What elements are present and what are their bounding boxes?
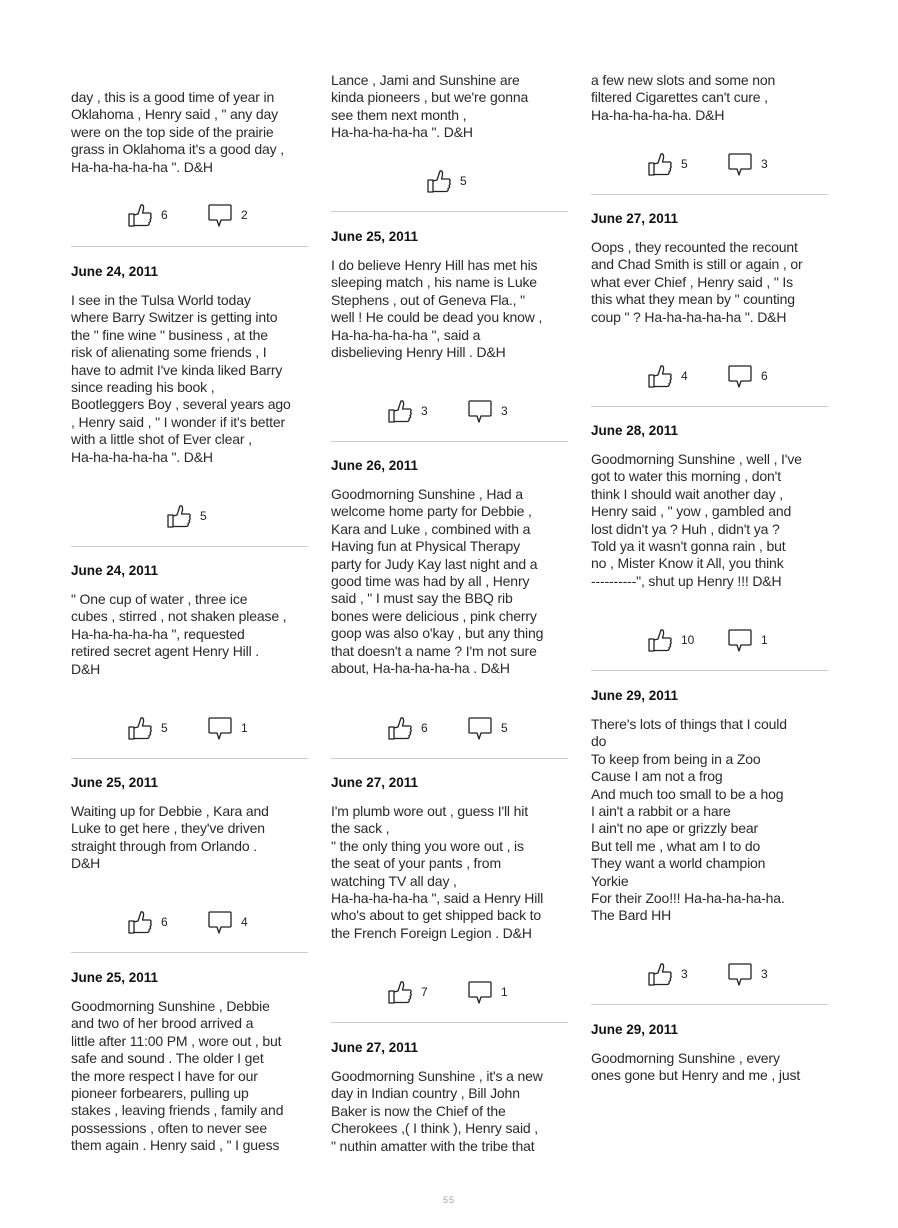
like-count: 3 (681, 967, 688, 981)
thumbs-up-icon (647, 151, 673, 177)
post-reactions (426, 168, 467, 194)
comment-count: 2 (241, 208, 248, 222)
divider (71, 952, 308, 953)
post-date: June 27, 2011 (591, 211, 679, 226)
speech-bubble-icon (207, 909, 233, 935)
speech-bubble-icon (727, 627, 753, 653)
post-reactions (127, 715, 248, 741)
like-count: 6 (161, 208, 168, 222)
post-text: There's lots of things that I could do To keep from being in a Zoo Cause I am not a frog And much too small to be a hog I ain't a rabbit or a hare I ain't no ape or grizzly bear But tell me , what am I to do They want a world champion Yorkie For their Zoo!!! Ha-ha-ha-ha-ha. The Bard HH (591, 716, 787, 924)
like-button[interactable] (127, 202, 207, 228)
thumbs-up-icon (387, 398, 413, 424)
comment-count: 3 (761, 967, 768, 981)
post-reactions (647, 151, 768, 177)
post-reactions (387, 979, 508, 1005)
like-button[interactable] (127, 715, 207, 741)
post-text: Goodmorning Sunshine , every ones gone but Henry and me , just (591, 1050, 801, 1084)
post-text: I do believe Henry Hill has met his sleeping match , his name is Luke Stephens , out of Geneva Fla., " well ! He could be dead you know , Ha-ha-ha-ha-ha ", said a disbelieving Henry Hill . D&H (331, 257, 543, 361)
speech-bubble-icon (207, 715, 233, 741)
post-text: Goodmorning Sunshine , Debbie and two of her brood arrived a little after 11:00 PM , wore out , but safe and sound . The older I get the more respect I have for our pioneer forbearers, pulling up stakes , leaving friends , family and possessions , often to never see them again . Henry said , " I guess (71, 998, 284, 1154)
like-button[interactable] (166, 503, 207, 529)
like-count: 4 (681, 369, 688, 383)
comment-count: 1 (761, 633, 768, 647)
comment-button[interactable] (727, 627, 768, 653)
like-button[interactable] (647, 363, 727, 389)
comment-button[interactable] (207, 202, 248, 228)
post-reactions (387, 715, 508, 741)
like-count: 5 (460, 174, 467, 188)
divider (591, 670, 828, 671)
divider (331, 441, 568, 442)
post-reactions (127, 202, 248, 228)
like-count: 10 (681, 633, 695, 647)
like-count: 7 (421, 985, 428, 999)
comment-count: 3 (761, 157, 768, 171)
thumbs-up-icon (426, 168, 452, 194)
like-count: 3 (421, 404, 428, 418)
post-reactions (647, 961, 768, 987)
post-text: Oops , they recounted the recount and Chad Smith is still or again , or what ever Chief , Henry said , " Is this what they mean by " counting coup " ? Ha-ha-ha-ha-ha ". D&H (591, 239, 803, 325)
post-text: a few new slots and some non filtered Cigarettes can't cure , Ha-ha-ha-ha-ha. D&H (591, 72, 776, 123)
thumbs-up-icon (647, 363, 673, 389)
divider (331, 758, 568, 759)
thumbs-up-icon (127, 715, 153, 741)
speech-bubble-icon (207, 202, 233, 228)
divider (71, 546, 308, 547)
comment-count: 1 (241, 721, 248, 735)
speech-bubble-icon (467, 979, 493, 1005)
post-date: June 25, 2011 (71, 775, 159, 790)
post-text: Waiting up for Debbie , Kara and Luke to get here , they've driven straight through from Orlando . D&H (71, 803, 269, 872)
post-text: Goodmorning Sunshine , well , I've got to water this morning , don't think I should wait another day , Henry said , " yow , gambled and lost didn't ya ? Huh , didn't ya ? Told ya it wasn't gonna rain , but no , Mister Know it All, you think ----------", shut up Henry !!! D&H (591, 451, 802, 589)
post-text: I'm plumb wore out , guess I'll hit the sack , " the only thing you wore out , is the seat of your pants , from watching TV all day , Ha-ha-ha-ha-ha ", said a Henry Hill who's about to get shipped back to the French Foreign Legion . D&H (331, 803, 544, 941)
like-button[interactable] (426, 168, 467, 194)
like-button[interactable] (647, 627, 727, 653)
comment-button[interactable] (207, 909, 248, 935)
comment-count: 4 (241, 915, 248, 929)
thumbs-up-icon (387, 715, 413, 741)
like-button[interactable] (387, 398, 467, 424)
like-button[interactable] (647, 961, 727, 987)
comment-button[interactable] (467, 398, 508, 424)
speech-bubble-icon (467, 398, 493, 424)
thumbs-up-icon (166, 503, 192, 529)
divider (591, 406, 828, 407)
speech-bubble-icon (727, 961, 753, 987)
divider (331, 211, 568, 212)
comment-button[interactable] (467, 979, 508, 1005)
divider (331, 1022, 568, 1023)
post-reactions (166, 503, 207, 529)
comment-button[interactable] (727, 961, 768, 987)
like-count: 6 (421, 721, 428, 735)
comment-button[interactable] (207, 715, 248, 741)
like-count: 6 (161, 915, 168, 929)
divider (71, 758, 308, 759)
divider (591, 194, 828, 195)
like-button[interactable] (127, 909, 207, 935)
post-date: June 27, 2011 (331, 1040, 419, 1055)
post-date: June 25, 2011 (71, 970, 159, 985)
like-count: 5 (200, 509, 207, 523)
comment-button[interactable] (727, 363, 768, 389)
post-reactions (127, 909, 248, 935)
post-reactions (647, 627, 768, 653)
comment-count: 1 (501, 985, 508, 999)
post-text: Goodmorning Sunshine , Had a welcome home party for Debbie , Kara and Luke , combined with a Having fun at Physical Therapy party for Judy Kay last night and a good time was had by all , Henry said , " I must say the BBQ rib bones were delicious , pink cherry goop was also o'kay , but any thing that doesn't a name ? I'm not sure about, Ha-ha-ha-ha-ha . D&H (331, 486, 544, 677)
like-button[interactable] (387, 979, 467, 1005)
comment-count: 3 (501, 404, 508, 418)
comment-button[interactable] (727, 151, 768, 177)
post-date: June 28, 2011 (591, 423, 679, 438)
post-date: June 26, 2011 (331, 458, 419, 473)
post-date: June 29, 2011 (591, 1022, 679, 1037)
post-reactions (647, 363, 768, 389)
divider (71, 246, 308, 247)
post-text: day , this is a good time of year in Oklahoma , Henry said , " any day were on the top side of the prairie grass in Oklahoma it's a good day , Ha-ha-ha-ha-ha ". D&H (71, 89, 284, 175)
post-text: Goodmorning Sunshine , it's a new day in Indian country , Bill John Baker is now the Chief of the Cherokees ,( I think ), Henry said , " nuthin amatter with the tribe that (331, 1068, 543, 1154)
like-button[interactable] (647, 151, 727, 177)
post-date: June 29, 2011 (591, 688, 679, 703)
like-count: 5 (681, 157, 688, 171)
speech-bubble-icon (467, 715, 493, 741)
speech-bubble-icon (727, 151, 753, 177)
post-text: " One cup of water , three ice cubes , stirred , not shaken please , Ha-ha-ha-ha-ha ", requested retired secret agent Henry Hill . D&H (71, 591, 287, 677)
comment-button[interactable] (467, 715, 508, 741)
thumbs-up-icon (647, 627, 673, 653)
post-date: June 27, 2011 (331, 775, 419, 790)
thumbs-up-icon (127, 202, 153, 228)
speech-bubble-icon (727, 363, 753, 389)
page-number: 55 (442, 1195, 455, 1205)
thumbs-up-icon (127, 909, 153, 935)
post-text: I see in the Tulsa World today where Barry Switzer is getting into the " fine wine " business , at the risk of alienating some friends , I have to admit I've kinda liked Barry since reading his book , Bootleggers Boy , several years ago , Henry said , " I wonder if it's better with a little shot of Ever clear , Ha-ha-ha-ha-ha ". D&H (71, 292, 291, 465)
thumbs-up-icon (387, 979, 413, 1005)
thumbs-up-icon (647, 961, 673, 987)
post-text: Lance , Jami and Sunshine are kinda pioneers , but we're gonna see them next month , Ha-ha-ha-ha-ha ". D&H (331, 72, 529, 141)
post-date: June 24, 2011 (71, 264, 159, 279)
comment-count: 5 (501, 721, 508, 735)
post-reactions (387, 398, 508, 424)
post-date: June 24, 2011 (71, 563, 159, 578)
divider (591, 1004, 828, 1005)
post-date: June 25, 2011 (331, 229, 419, 244)
like-button[interactable] (387, 715, 467, 741)
comment-count: 6 (761, 369, 768, 383)
like-count: 5 (161, 721, 168, 735)
